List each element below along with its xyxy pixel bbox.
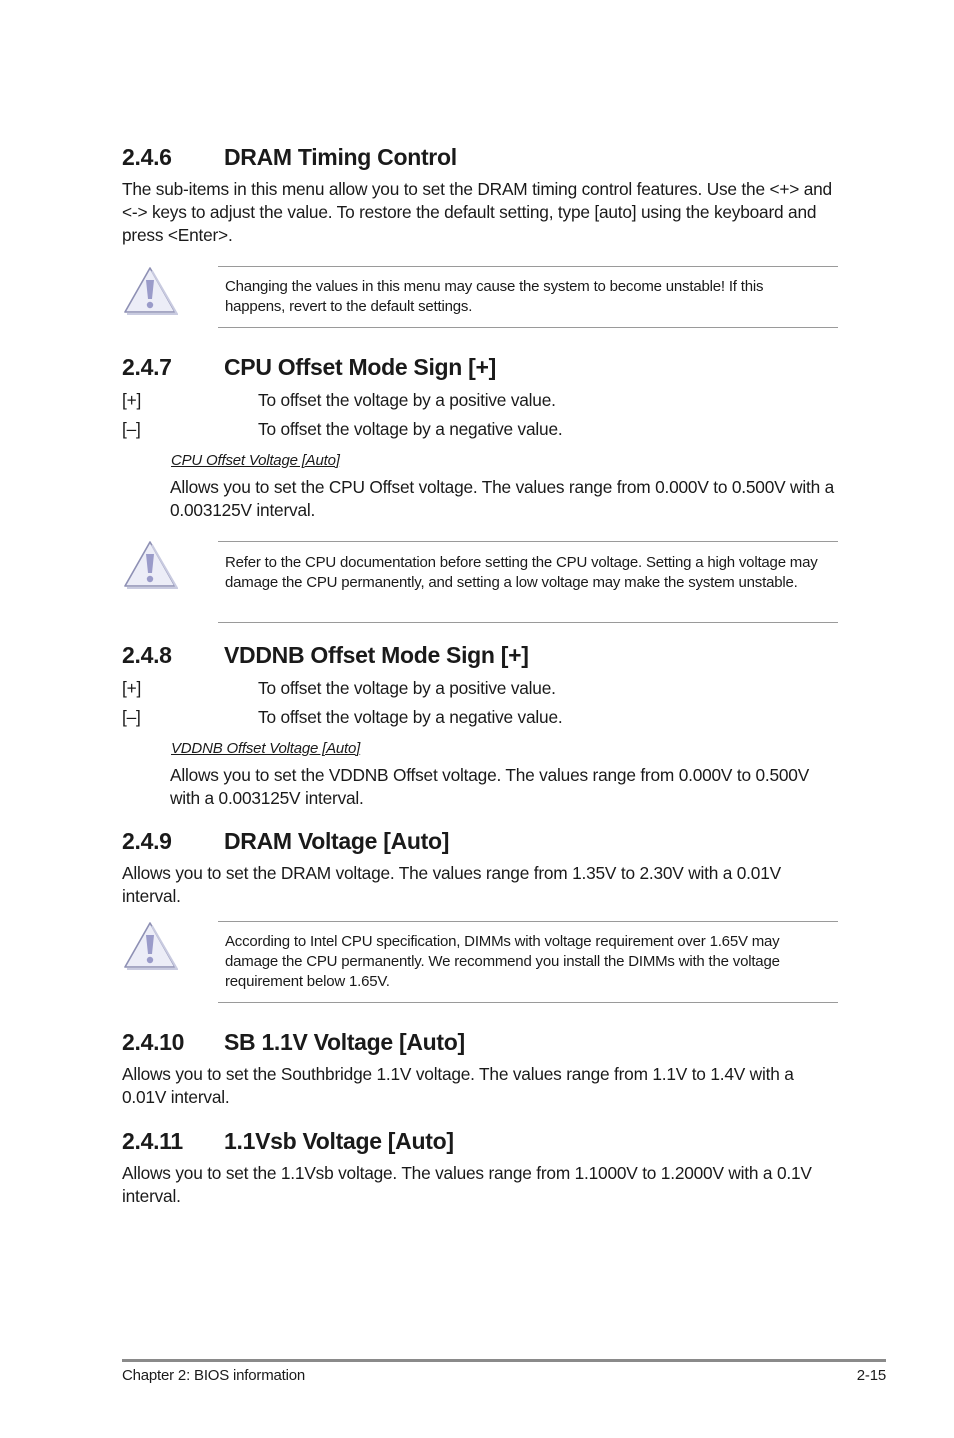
section-body: Allows you to set the Southbridge 1.1V voltage. The values range from 1.1V to 1.4V with a 0.01V interval. (122, 1064, 794, 1107)
option-description: To offset the voltage by a positive value. (258, 390, 556, 410)
section-title: 1.1Vsb Voltage [Auto] (224, 1128, 454, 1154)
option-description: To offset the voltage by a negative value. (258, 419, 563, 439)
section-number: 2.4.6 (122, 144, 172, 170)
warning-triangle-icon (122, 920, 178, 972)
section-number: 2.4.10 (122, 1029, 185, 1055)
caution-note-text: Refer to the CPU documentation before setting the CPU voltage. Setting a high voltage may damage the CPU permanently, and setting a low voltage may make the system unstable. (225, 554, 818, 591)
option-description: To offset the voltage by a negative value. (258, 707, 563, 727)
caution-note-text: According to Intel CPU specification, DIMMs with voltage requirement over 1.65V may damage the CPU permanently. We recommend you install the DIMMs with the voltage requirement below 1.65V. (225, 933, 780, 990)
sub-item-body: Allows you to set the VDDNB Offset voltage. The values range from 0.000V to 0.500V with a 0.003125V interval. (170, 765, 810, 808)
section-body: Allows you to set the DRAM voltage. The values range from 1.35V to 2.30V with a 0.01V interval. (122, 863, 781, 906)
caution-note-text: Changing the values in this menu may cause the system to become unstable! If this happens, revert to the default settings. (225, 278, 764, 315)
option-key: [–] (122, 707, 141, 727)
sub-item-link[interactable]: VDDNB Offset Voltage [Auto] (171, 740, 361, 757)
caution-note (218, 921, 838, 1003)
section-number: 2.4.8 (122, 642, 172, 668)
footer-rule (122, 1359, 886, 1362)
option-description: To offset the voltage by a positive value. (258, 678, 556, 698)
option-key: [+] (122, 390, 142, 410)
option-key: [+] (122, 678, 142, 698)
section-title: VDDNB Offset Mode Sign [+] (224, 642, 529, 668)
warning-triangle-icon (122, 539, 178, 591)
section-number: 2.4.11 (122, 1128, 183, 1154)
sub-item-body: Allows you to set the CPU Offset voltage. The values range from 0.000V to 0.500V with a 0.003125V interval. (170, 477, 834, 520)
section-title: DRAM Voltage [Auto] (224, 828, 450, 854)
section-title: CPU Offset Mode Sign [+] (224, 354, 497, 380)
section-title: SB 1.1V Voltage [Auto] (224, 1029, 465, 1055)
caution-note (218, 541, 838, 623)
warning-triangle-icon (122, 265, 178, 317)
sub-item-link[interactable]: CPU Offset Voltage [Auto] (171, 452, 340, 469)
footer-chapter: Chapter 2: BIOS information (122, 1367, 306, 1384)
section-number: 2.4.7 (122, 354, 172, 380)
caution-note (218, 266, 838, 328)
footer-page-number: 2-15 (856, 1367, 886, 1384)
option-key: [–] (122, 419, 141, 439)
section-number: 2.4.9 (122, 828, 172, 854)
section-title: DRAM Timing Control (224, 144, 457, 170)
section-body: Allows you to set the 1.1Vsb voltage. The values range from 1.1000V to 1.2000V with a 0.1V interval. (122, 1163, 812, 1206)
section-body: The sub-items in this menu allow you to set the DRAM timing control features. Use the <+> and <-> keys to adjust the value. To restore the default setting, type [auto] using the keyboard and press <Enter>. (122, 179, 832, 245)
